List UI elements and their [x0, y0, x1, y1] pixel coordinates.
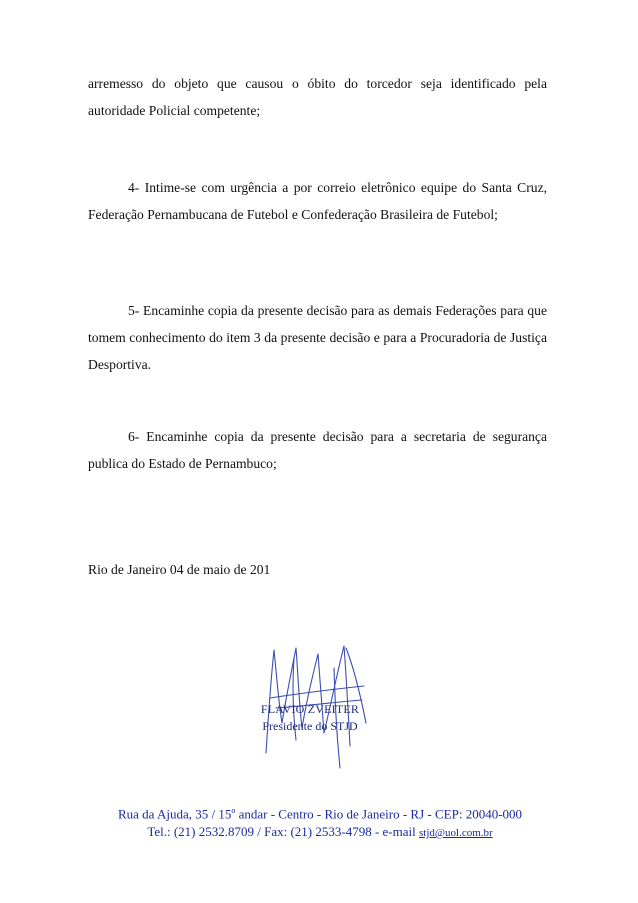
signatory-role: Presidente do STJD — [262, 719, 358, 733]
date-line: Rio de Janeiro 04 de maio de 201 — [88, 562, 271, 577]
footer-floor-ordinal: o — [231, 806, 236, 815]
footer-address — [60, 806, 580, 822]
paragraph-continuation: arremesso do objeto que causou o óbito do torcedor seja identificado pela autoridade Policial competente; — [88, 76, 547, 118]
paragraph-item-4: 4- Intime-se com urgência a por correio eletrônico equipe do Santa Cruz, Federação Pernambucana de Futebol e Confederação Brasileira de Futebol; — [88, 180, 547, 222]
footer-address-rest: andar - Centro - Rio de Janeiro - RJ - CEP: 20040-000 — [235, 806, 523, 822]
footer-contact — [60, 824, 580, 840]
paragraph-item-6: 6- Encaminhe copia da presente decisão para a secretaria de segurança publica do Estado de Pernambuco; — [88, 429, 547, 471]
footer-address-text: Rua da Ajuda, 35 / 15 — [117, 806, 232, 822]
footer-phone-fax: Tel.: (21) 2532.8709 / Fax: (21) 2533-4798 - e-mail — [147, 824, 419, 839]
signatory-name: FLAVIO ZVEITER — [260, 702, 360, 716]
paragraph-item-5: 5- Encaminhe copia da presente decisão para as demais Federações para que tomem conhecimento do item 3 da presente decisão e para a Procuradoria de Justiça Desportiva. — [88, 303, 547, 372]
footer-email-link[interactable]: stjd@uol.com.br — [419, 827, 493, 839]
